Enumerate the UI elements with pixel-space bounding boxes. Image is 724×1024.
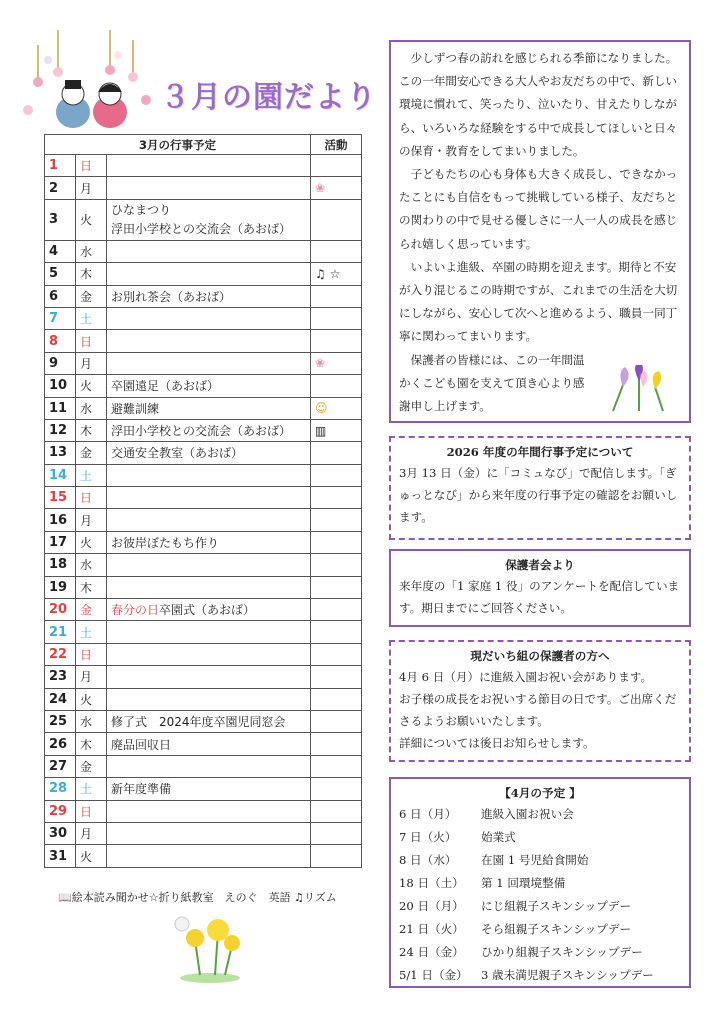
weekday: 土 [76, 778, 107, 800]
march-schedule-table [44, 134, 362, 868]
april-event: 進級入園お祝い会 [481, 807, 574, 821]
day-number: 20 [45, 599, 76, 621]
event-cell [107, 375, 311, 397]
table-row [45, 419, 362, 441]
table-row [45, 509, 362, 531]
april-heading: 【4月の予定 】 [499, 786, 581, 800]
event-cell [107, 531, 311, 553]
table-row [45, 554, 362, 576]
parents-association-text: 来年度の「1 家庭 1 役」のアンケートを配信しています。期日までにご回答ください。 [399, 579, 680, 615]
april-schedule-box [389, 777, 691, 988]
day-number: 25 [45, 710, 76, 732]
intro-paragraph-1: 少しずつ春の訪れを感じられる季節になりました。この一年間安心できる大人やお友だちの中で、新しい環境に慣れて、笑ったり、泣いたり、甘えたりしながら、いろいろな経験をする中で成長してほしいと日々の保育・教育をしてまいりました。 [399, 51, 678, 158]
event-cell [107, 688, 311, 710]
table-row [45, 755, 362, 777]
activity-cell [311, 688, 362, 710]
event-cell [107, 464, 311, 486]
day-number: 1 [45, 155, 76, 177]
hina-doll-illustration [18, 30, 158, 130]
table-row [45, 285, 362, 307]
weekday: 木 [76, 733, 107, 755]
activity-legend [58, 889, 337, 905]
table-row [45, 822, 362, 844]
notice-2026-heading: 2026 年度の年間行事予定について [446, 445, 634, 459]
event-text: 廃品回収日 [111, 737, 172, 752]
event-cell [107, 155, 311, 177]
activity-cell [311, 307, 362, 329]
april-item [391, 826, 689, 849]
weekday: 木 [76, 419, 107, 441]
day-number: 11 [45, 397, 76, 419]
origami-icon: ❀ [315, 356, 326, 371]
dandelion-illustration [170, 910, 250, 985]
event-cell [107, 554, 311, 576]
english-icon: ☺ [315, 401, 328, 416]
event-cell [107, 778, 311, 800]
day-number: 31 [45, 845, 76, 867]
event-cell [107, 285, 311, 307]
table-row [45, 155, 362, 177]
weekday: 水 [76, 397, 107, 419]
event-cell [107, 442, 311, 464]
april-event: 在園 1 号児給食開始 [481, 853, 589, 867]
event-cell [107, 599, 311, 621]
table-row [45, 397, 362, 419]
day-number: 6 [45, 285, 76, 307]
april-event: ひかり組親子スキンシップデー [481, 945, 643, 959]
activity-cell [311, 177, 362, 199]
event-cell [107, 755, 311, 777]
table-row [45, 688, 362, 710]
day-number: 19 [45, 576, 76, 598]
weekday: 日 [76, 330, 107, 352]
day-number: 2 [45, 177, 76, 199]
activity-cell [311, 599, 362, 621]
weekday: 火 [76, 688, 107, 710]
april-item [391, 872, 689, 895]
table-row [45, 531, 362, 553]
weekday: 日 [76, 487, 107, 509]
event-cell [107, 845, 311, 867]
table-row [45, 599, 362, 621]
table-row [45, 666, 362, 688]
table-row [45, 576, 362, 598]
event-cell [107, 666, 311, 688]
activity-cell [311, 509, 362, 531]
intro-paragraph-3: いよいよ進級、卒園の時期を迎えます。期待と不安が入り混じるこの時期ですが、これまでの生活を大切にしながら、安心して次へと進めるよう、職員一同丁寧に関わってまいります。 [399, 259, 678, 344]
day-number: 4 [45, 240, 76, 262]
day-number: 13 [45, 442, 76, 464]
book-icon: ▥ [315, 423, 327, 438]
activity-cell [311, 464, 362, 486]
notice-2026-text: 3月 13 日（金）に「コミュなび」で配信します。「ぎゅっとなび」から来年度の行事予定の確認をお願いします。 [399, 466, 678, 524]
event-text: お別れ茶会（あおば） [111, 289, 232, 304]
weekday: 木 [76, 576, 107, 598]
day-number: 22 [45, 643, 76, 665]
activity-cell [311, 733, 362, 755]
day-number: 26 [45, 733, 76, 755]
genda-line-1: 4月 6 日（月）に進級入園お祝い会があります。 [399, 670, 653, 684]
event-text: 新年度準備 [111, 782, 172, 797]
day-number: 29 [45, 800, 76, 822]
col-events-header: 3月の行事予定 [45, 135, 311, 155]
notice-2026-box [389, 436, 691, 540]
col-activity-header: 活動 [311, 135, 362, 155]
day-number: 16 [45, 509, 76, 531]
weekday: 水 [76, 710, 107, 732]
day-number: 5 [45, 263, 76, 285]
weekday: 月 [76, 822, 107, 844]
genda-parents-heading: 現だいち組の保護者の方へ [470, 649, 610, 663]
weekday: 土 [76, 621, 107, 643]
activity-cell [311, 442, 362, 464]
table-row [45, 263, 362, 285]
day-number: 7 [45, 307, 76, 329]
day-number: 8 [45, 330, 76, 352]
weekday: 火 [76, 375, 107, 397]
table-row [45, 845, 362, 867]
weekday: 月 [76, 666, 107, 688]
event-cell [107, 800, 311, 822]
activity-cell [311, 621, 362, 643]
weekday: 金 [76, 755, 107, 777]
parents-association-box [389, 549, 691, 627]
activity-cell [311, 330, 362, 352]
activity-cell [311, 778, 362, 800]
weekday: 月 [76, 177, 107, 199]
activity-cell [311, 531, 362, 553]
event-text: 浮田小学校との交流会（あおば） [111, 221, 292, 236]
activity-cell [311, 352, 362, 374]
april-item [391, 964, 689, 987]
activity-cell [311, 822, 362, 844]
holiday-label: 春分の日 [111, 603, 160, 618]
april-item [391, 918, 689, 941]
event-cell [107, 733, 311, 755]
event-text: 卒園遠足（あおば） [111, 379, 220, 394]
activity-cell [311, 155, 362, 177]
activity-cell [311, 375, 362, 397]
weekday: 金 [76, 285, 107, 307]
table-row [45, 800, 362, 822]
book-icon: 📖 [58, 891, 72, 904]
event-cell [107, 643, 311, 665]
table-row [45, 199, 362, 240]
table-row [45, 375, 362, 397]
weekday: 月 [76, 352, 107, 374]
table-row [45, 621, 362, 643]
april-date: 24 日（金） [399, 945, 464, 959]
crocus-flower-illustration [603, 365, 675, 413]
day-number: 17 [45, 531, 76, 553]
day-number: 15 [45, 487, 76, 509]
april-event: 第 1 回環境整備 [481, 876, 566, 890]
table-header-row [45, 135, 362, 155]
genda-line-2: お子様の成長をお祝いする節目の日です。ご出席くださるようお願いいたします。 [399, 692, 677, 728]
weekday: 日 [76, 800, 107, 822]
day-number: 14 [45, 464, 76, 486]
day-number: 30 [45, 822, 76, 844]
april-event: にじ組親子スキンシップデー [481, 899, 632, 913]
weekday: 日 [76, 155, 107, 177]
weekday: 土 [76, 464, 107, 486]
page-title: ３月の園だより [160, 80, 377, 115]
event-text: 避難訓練 [111, 401, 160, 416]
activity-cell [311, 397, 362, 419]
event-cell [107, 199, 311, 240]
event-text: 卒園式（あおば） [159, 603, 256, 618]
activity-cell [311, 487, 362, 509]
genda-line-3: 詳細については後日お知らせします。 [399, 736, 595, 750]
day-number: 12 [45, 419, 76, 441]
event-cell [107, 487, 311, 509]
day-number: 9 [45, 352, 76, 374]
weekday: 土 [76, 307, 107, 329]
april-date: 7 日（火） [399, 830, 457, 844]
weekday: 火 [76, 845, 107, 867]
april-date: 8 日（水） [399, 853, 457, 867]
table-row [45, 733, 362, 755]
april-event: 始業式 [481, 830, 516, 844]
table-row [45, 240, 362, 262]
activity-cell [311, 800, 362, 822]
origami-icon: ❀ [315, 181, 326, 196]
legend-text: 絵本読み聞かせ☆折り紙教室 えのぐ 英語 ♫リズム [71, 891, 337, 904]
day-number: 23 [45, 666, 76, 688]
event-cell [107, 419, 311, 441]
activity-cell [311, 263, 362, 285]
weekday: 水 [76, 240, 107, 262]
day-number: 28 [45, 778, 76, 800]
weekday: 木 [76, 263, 107, 285]
table-row [45, 330, 362, 352]
event-cell [107, 263, 311, 285]
activity-cell [311, 643, 362, 665]
weekday: 水 [76, 554, 107, 576]
table-row [45, 778, 362, 800]
day-number: 10 [45, 375, 76, 397]
rhythm-star-icons: ♫ ☆ [315, 266, 341, 281]
event-text: 浮田小学校との交流会（あおば） [111, 424, 292, 439]
event-cell [107, 177, 311, 199]
activity-cell [311, 710, 362, 732]
april-date: 20 日（月） [399, 899, 464, 913]
april-event: そら組親子スキンシップデー [481, 922, 632, 936]
event-cell [107, 576, 311, 598]
intro-paragraph-2: 子どもたちの心も身体も大きく成長し、できなかったことにも自信をもって挑戦している様子、友だちとの関わりの中で見せる優しさに一人一人の成長を感じられ嬉しく思っています。 [399, 167, 678, 251]
day-number: 24 [45, 688, 76, 710]
weekday: 金 [76, 442, 107, 464]
table-row [45, 464, 362, 486]
activity-cell [311, 285, 362, 307]
activity-cell [311, 419, 362, 441]
table-row [45, 442, 362, 464]
event-cell [107, 240, 311, 262]
event-cell [107, 509, 311, 531]
activity-cell [311, 576, 362, 598]
event-cell [107, 621, 311, 643]
april-item [391, 849, 689, 872]
table-row [45, 177, 362, 199]
event-text: お彼岸ぼたもち作り [111, 536, 220, 551]
table-row [45, 352, 362, 374]
april-date: 5/1 日（金） [399, 968, 468, 982]
april-item [391, 895, 689, 918]
table-row [45, 710, 362, 732]
day-number: 21 [45, 621, 76, 643]
activity-cell [311, 845, 362, 867]
table-row [45, 643, 362, 665]
activity-cell [311, 755, 362, 777]
event-cell [107, 352, 311, 374]
activity-cell [311, 240, 362, 262]
event-cell [107, 397, 311, 419]
genda-parents-box [389, 640, 691, 762]
activity-cell [311, 199, 362, 240]
event-cell [107, 822, 311, 844]
activity-cell [311, 554, 362, 576]
april-date: 6 日（月） [399, 807, 457, 821]
weekday: 火 [76, 531, 107, 553]
event-cell [107, 307, 311, 329]
event-text: 交通安全教室（あおば） [111, 446, 244, 461]
table-row [45, 307, 362, 329]
parents-association-heading: 保護者会より [505, 558, 575, 572]
weekday: 金 [76, 599, 107, 621]
event-text: 修了式 2024年度卒園児同窓会 [111, 715, 286, 730]
intro-paragraph-4: 保護者の皆様には、この一年間温かくこども園を支えて頂き心より感謝申し上げます。 [399, 352, 585, 414]
day-number: 27 [45, 755, 76, 777]
weekday: 火 [76, 199, 107, 240]
intro-message-box [389, 40, 691, 423]
april-date: 21 日（火） [399, 922, 464, 936]
weekday: 月 [76, 509, 107, 531]
event-text: ひなまつり [111, 202, 172, 217]
event-cell [107, 710, 311, 732]
table-row [45, 487, 362, 509]
event-cell [107, 330, 311, 352]
day-number: 3 [45, 199, 76, 240]
april-item [391, 803, 689, 826]
april-item [391, 941, 689, 964]
april-event: 3 歳未満児親子スキンシップデー [481, 968, 654, 982]
weekday: 日 [76, 643, 107, 665]
activity-cell [311, 666, 362, 688]
day-number: 18 [45, 554, 76, 576]
april-date: 18 日（土） [399, 876, 464, 890]
